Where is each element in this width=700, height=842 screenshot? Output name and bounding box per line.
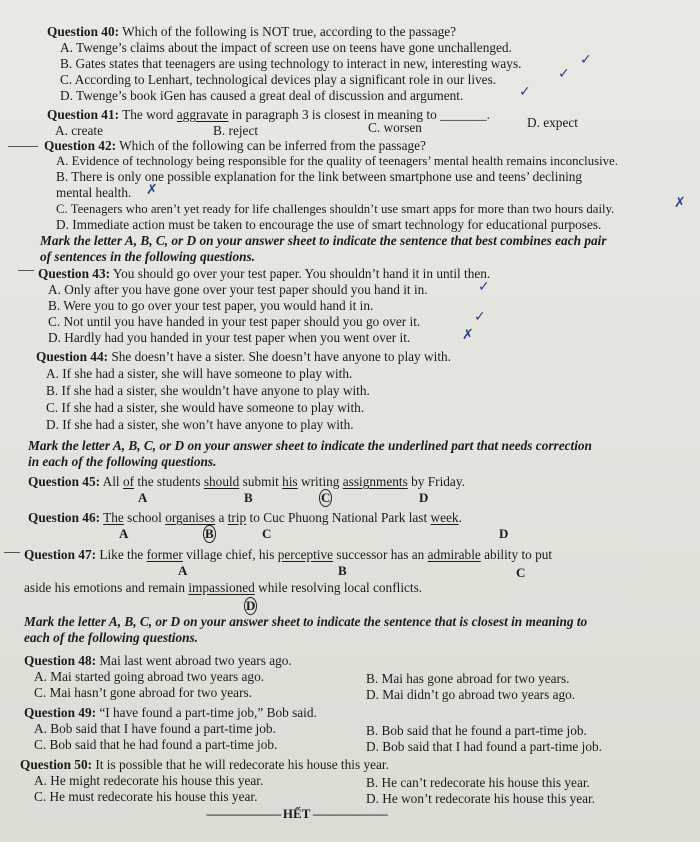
q50-option-d: D. He won’t redecorate his house this year.	[366, 791, 596, 806]
q41-option-a: A. create	[55, 123, 103, 138]
q47-label-a: A	[178, 563, 188, 578]
q46-label-a: A	[119, 526, 129, 541]
check-mark-icon: ✓	[558, 66, 570, 82]
q48-stem: Question 48: Mai last went abroad two years ago.	[24, 653, 292, 668]
q41-stem: Question 41: The word aggravate in paragraph 3 is closest in meaning to _______.	[47, 107, 490, 122]
q44-stem: Question 44: She doesn’t have a sister. She doesn’t have anyone to play with.	[36, 349, 451, 364]
q44-option-b: B. If she had a sister, she wouldn’t have anyone to play with.	[46, 383, 370, 398]
q46-label-c: C	[262, 526, 272, 541]
q50-option-b: B. He can’t redecorate his house this year.	[366, 775, 590, 790]
cross-mark-icon: ✗	[674, 195, 686, 211]
q41-option-b: B. reject	[213, 123, 259, 138]
q45-label-c: C	[319, 489, 332, 507]
pen-stroke	[18, 270, 34, 271]
q40-option-a: A. Twenge’s claims about the impact of screen use on teens have gone unchallenged.	[60, 40, 512, 55]
check-mark-icon: ✓	[519, 84, 531, 100]
pen-stroke	[8, 146, 38, 147]
q43-stem: Question 43: You should go over your test paper. You shouldn’t hand it in until then.	[38, 266, 491, 281]
q45-stem: Question 45: All of the students should submit his writing assignments by Friday.	[28, 474, 465, 489]
q43-option-d: D. Hardly had you handed in your test paper when you went over it.	[48, 330, 411, 345]
instruction-combine-cont: of sentences in the following questions.	[40, 249, 255, 264]
q41-option-d: D. expect	[527, 115, 578, 130]
q49-option-a: A. Bob said that I have found a part-time job.	[34, 721, 276, 736]
q45-label-d: D	[419, 490, 429, 505]
check-mark-icon: ✓	[478, 279, 490, 295]
q46-stem: Question 46: The school organises a trip to Cuc Phuong National Park last week.	[28, 510, 462, 525]
q49-option-d: D. Bob said that I had found a part-time job.	[366, 739, 602, 754]
q44-option-d: D. If she had a sister, she won’t have anyone to play with.	[46, 417, 354, 432]
cross-mark-icon: ✗	[462, 327, 474, 343]
check-mark-icon: ✓	[580, 52, 592, 68]
instruction-correction-cont: in each of the following questions.	[28, 454, 217, 469]
q50-option-a: A. He might redecorate his house this year.	[34, 773, 264, 788]
footer-end: ------------------------- HẾT -------------------------	[206, 806, 388, 821]
q48-option-b: B. Mai has gone abroad for two years.	[366, 671, 570, 686]
q42-option-b-cont: mental health.	[56, 185, 132, 200]
q49-option-c: C. Bob said that he had found a part-time job.	[34, 737, 278, 752]
q42-option-b: B. There is only one possible explanation for the link between smartphone use and teens’ declining	[56, 169, 583, 184]
q47-stem-cont: aside his emotions and remain impassioned while resolving local conflicts.	[24, 580, 423, 595]
q43-option-a: A. Only after you have gone over your test paper should you hand it in.	[48, 282, 428, 297]
q42-option-a: A. Evidence of technology being responsible for the quality of teenagers’ mental health remains inconclusive.	[56, 154, 618, 168]
cross-mark-icon: ✗	[146, 182, 158, 198]
q45-label-b: B	[244, 490, 253, 505]
q41-option-c: C. worsen	[368, 120, 422, 135]
q42-stem: Question 42: Which of the following can be inferred from the passage?	[44, 138, 426, 153]
q44-option-a: A. If she had a sister, she will have someone to play with.	[46, 366, 353, 381]
q48-option-d: D. Mai didn’t go abroad two years ago.	[366, 687, 576, 702]
q47-stem: Question 47: Like the former village chief, his perceptive successor has an admirable ability to put	[24, 547, 553, 562]
q50-option-c: C. He must redecorate his house this year.	[34, 789, 258, 804]
q47-label-c: C	[516, 565, 526, 580]
q42-option-d: D. Immediate action must be taken to encourage the use of smart technology for educational purposes.	[56, 217, 602, 232]
q48-option-c: C. Mai hasn’t gone abroad for two years.	[34, 685, 252, 700]
q49-option-b: B. Bob said that he found a part-time job.	[366, 723, 587, 738]
q46-label-d: D	[499, 526, 509, 541]
instruction-combine: Mark the letter A, B, C, or D on your answer sheet to indicate the sentence that best combines each pair	[40, 233, 607, 248]
q47-label-d: D	[244, 597, 257, 615]
q43-option-b: B. Were you to go over your test paper, you would hand it in.	[48, 298, 374, 313]
q45-label-a: A	[138, 490, 148, 505]
check-mark-icon: ✓	[474, 309, 486, 325]
q47-label-b: B	[338, 563, 347, 578]
q49-stem: Question 49: “I have found a part-time job,” Bob said.	[24, 705, 317, 720]
q40-option-b: B. Gates states that teenagers are using technology to interact in new, interesting ways.	[60, 56, 522, 71]
q50-stem: Question 50: It is possible that he will redecorate his house this year.	[20, 757, 389, 772]
q43-option-c: C. Not until you have handed in your test paper should you go over it.	[48, 314, 421, 329]
pen-stroke	[4, 552, 20, 553]
q42-option-c: C. Teenagers who aren’t yet ready for life challenges shouldn’t use smart apps for more than two hours daily.	[56, 202, 615, 216]
q46-label-b: B	[203, 525, 216, 543]
q48-option-a: A. Mai started going abroad two years ago.	[34, 669, 265, 684]
q40-option-c: C. According to Lenhart, technological devices play a significant role in our lives.	[60, 72, 497, 87]
instruction-correction: Mark the letter A, B, C, or D on your answer sheet to indicate the underlined part that needs correction	[28, 438, 592, 453]
instruction-closest-cont: each of the following questions.	[24, 630, 198, 645]
instruction-closest: Mark the letter A, B, C, or D on your answer sheet to indicate the sentence that is closest in meaning to	[24, 614, 588, 629]
q40-option-d: D. Twenge’s book iGen has caused a great deal of discussion and argument.	[60, 88, 464, 103]
q40-stem: Question 40: Which of the following is NOT true, according to the passage?	[47, 24, 457, 39]
q44-option-c: C. If she had a sister, she would have someone to play with.	[46, 400, 365, 415]
